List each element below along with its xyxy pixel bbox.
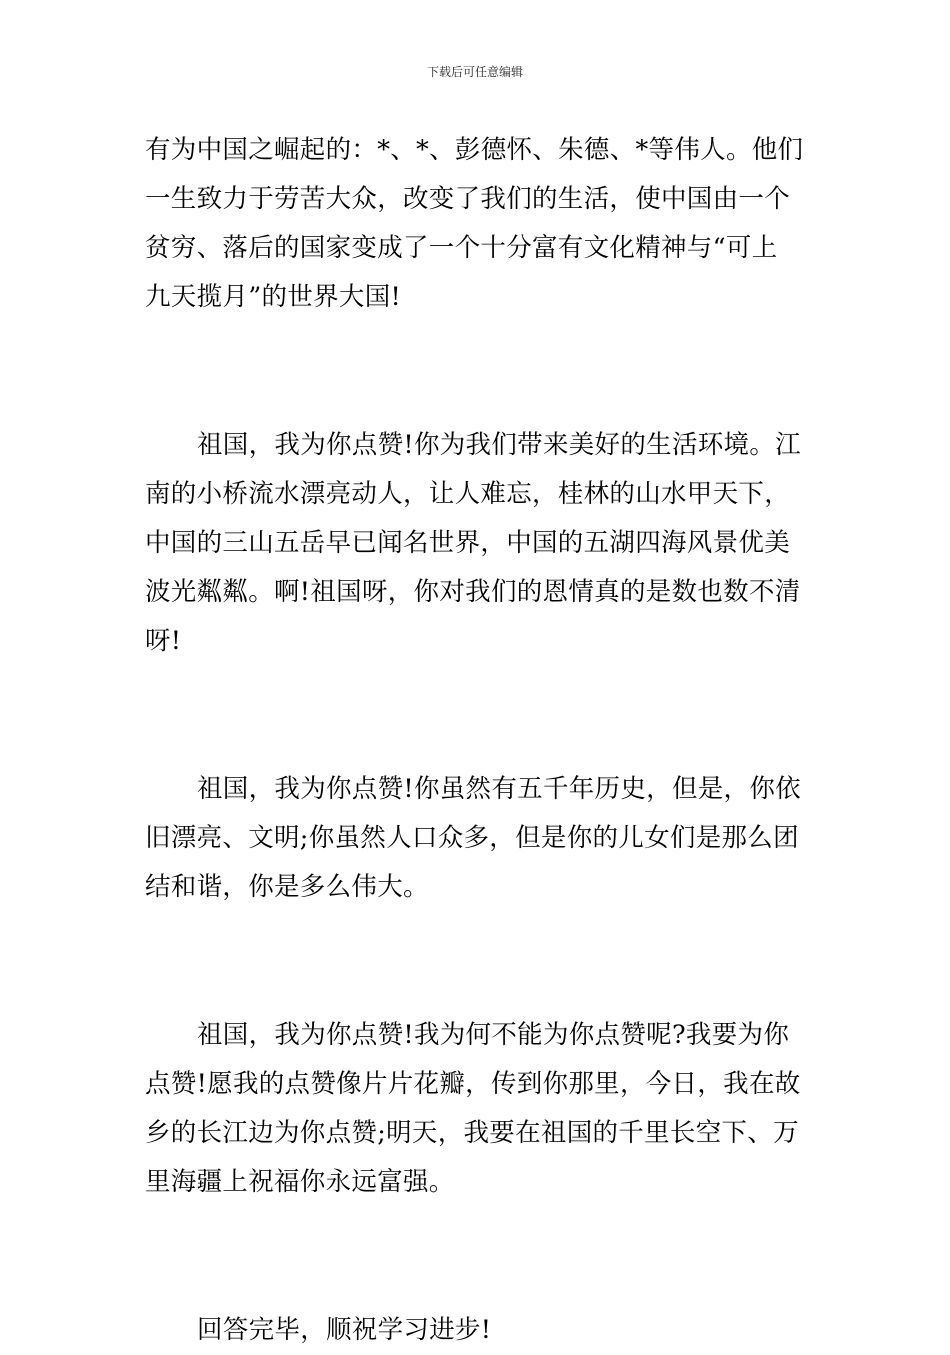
paragraph-gap [145,1207,809,1306]
text-line: 祖国，我为你点赞!你虽然有五千年历史，但是，你依 [197,774,801,804]
paragraph-gap [145,666,809,765]
text-line: 祖国，我为你点赞!你为我们带来美好的生活环境。江 [197,430,801,460]
text-line: 一生致力于劳苦大众，改变了我们的生活，使中国由一个 [145,184,791,214]
paragraph-gap [145,912,809,1011]
header-note: 下载后可任意编辑 [426,65,523,79]
text-line: 里海疆上祝福你永远富强。 [145,1167,455,1197]
paragraph-3 [145,765,809,912]
paragraph-gap [145,322,809,421]
text-line: 有为中国之崛起的：*、*、彭德怀、朱德、*等伟人。他们 [145,135,804,165]
text-line: 回答完毕，顺祝学习进步! [197,1315,492,1345]
text-line: 旧漂亮、文明;你虽然人口众多，但是你的儿女们是那么团 [145,823,799,853]
text-line: 祖国，我为你点赞!我为何不能为你点赞呢?我要为你 [197,1020,790,1050]
text-line: 九天揽月”的世界大国! [145,282,402,312]
paragraph-1 [145,126,809,322]
text-line: 乡的长江边为你点赞;明天，我要在祖国的千里长空下、万 [145,1118,799,1148]
text-line: 结和谐，你是多么伟大。 [145,872,429,902]
text-line: 贫穷、落后的国家变成了一个十分富有文化精神与“可上 [145,233,778,263]
text-line: 呀! [145,626,182,656]
paragraph-5 [145,1306,809,1355]
document-body [145,126,809,1355]
text-line: 波光粼粼。啊!祖国呀，你对我们的恩情真的是数也数不清 [145,577,801,607]
text-line: 南的小桥流水漂亮动人，让人难忘，桂林的山水甲天下， [145,479,791,509]
text-line: 中国的三山五岳早已闻名世界，中国的五湖四海风景优美 [145,528,791,558]
text-line: 点赞!愿我的点赞像片片花瓣，传到你那里，今日，我在故 [145,1069,801,1099]
paragraph-4 [145,1011,809,1207]
paragraph-2 [145,421,809,666]
